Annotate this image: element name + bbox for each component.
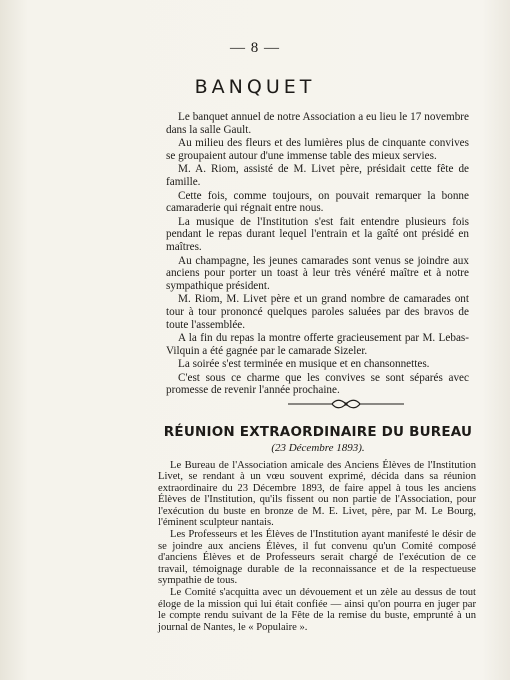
reunion-section — [158, 460, 476, 634]
reunion-paragraph: Le Bureau de l'Association amicale des Anciens Élèves de l'Institution Livet, se rendant à un vœu souvent exprimé, décida dans sa réunion extraordinaire du 23 Décembre 1893, de faire appel à tous les anciens Élèves de l'Institution, qu'ils fissent ou non partie de l'Association, pour l'exécution du buste en bronze de M. E. Livet, père, par M. Le Bourg, l'éminent sculpteur nantais. — [158, 460, 476, 529]
reunion-paragraph: Les Professeurs et les Élèves de l'Institution ayant manifesté le désir de se joindre aux anciens Élèves, il fut convenu qu'un Comité composé d'anciens Élèves et de Professeurs serait chargé de l'exécution de ce travail, témoignage durable de la reconnaissance et de la respectueuse sympathie de tous. — [158, 529, 476, 587]
reunion-paragraph: Le Comité s'acquitta avec un dévouement et un zèle au dessus de tout éloge de la mission qui lui était confiée — ainsi qu'on pourra en juger par le compte rendu suivant de la Fête de la remise du buste, emprunté à un journal de Nantes, le « Populaire ». — [158, 587, 476, 633]
reunion-heading: RÉUNION EXTRAORDINAIRE DU BUREAU — [163, 424, 473, 440]
banquet-paragraph: M. Riom, M. Livet père et un grand nombre de camarades ont tour à tour prononcé quelques paroles saluées par des bravos de toute l'assemblée. — [166, 293, 469, 331]
banquet-paragraph: Au milieu des fleurs et des lumières plus de cinquante convives se groupaient autour d'une immense table des mieux servies. — [166, 137, 469, 162]
banquet-paragraph: Cette fois, comme toujours, on pouvait remarquer la bonne camaraderie qui régnait entre nous. — [166, 189, 469, 215]
banquet-section — [166, 111, 469, 398]
banquet-heading: BANQUET — [194, 76, 316, 98]
banquet-paragraph: A la fin du repas la montre offerte gracieusement par M. Lebas-Vilquin a été gagnée par le camarade Sizeler. — [166, 332, 469, 357]
banquet-paragraph: La soirée s'est terminée en musique et en chansonnettes. — [178, 358, 430, 371]
banquet-paragraph: La musique de l'Institution s'est fait entendre plusieurs fois pendant le repas durant lequel l'entrain et la gaîté ont présidé en maîtres. — [166, 215, 469, 253]
banquet-paragraph: Au champagne, les jeunes camarades sont venus se joindre aux anciens pour porter un toast à leur très vénéré maître et à notre sympathique président. — [166, 254, 469, 292]
banquet-paragraph: C'est sous ce charme que les convives se sont séparés avec promesse de revenir l'année prochaine. — [166, 371, 469, 397]
reunion-date: (23 Décembre 1893). — [271, 442, 365, 454]
page-number: — 8 — — [230, 40, 280, 56]
ornament-divider-icon — [286, 398, 406, 410]
banquet-paragraph: M. A. Riom, assisté de M. Livet père, présidait cette fête de famille. — [166, 163, 469, 188]
banquet-paragraph: Le banquet annuel de notre Association a eu lieu le 17 novembre dans la salle Gault. — [166, 111, 469, 136]
